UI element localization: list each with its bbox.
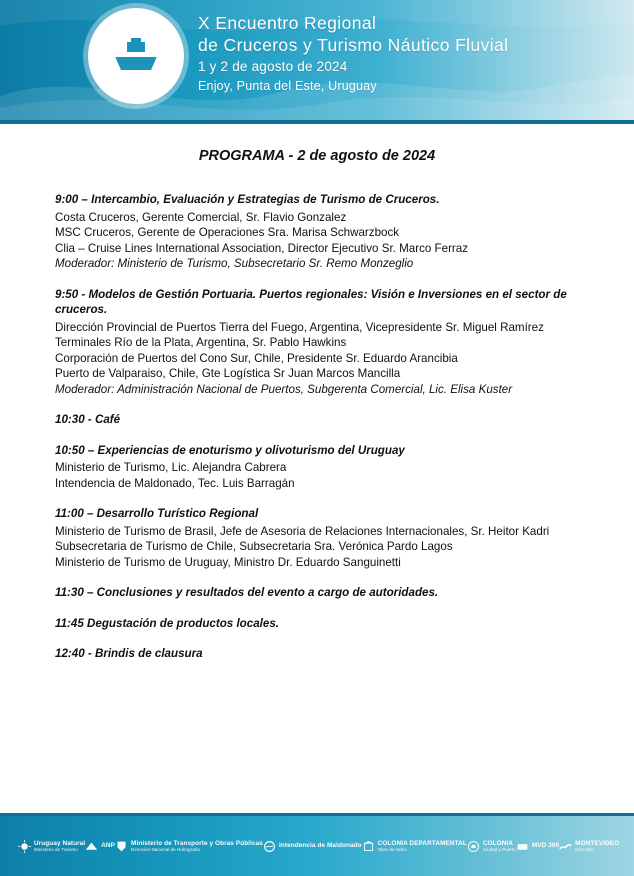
header-title-block	[198, 12, 508, 95]
program-block	[55, 412, 584, 428]
coat-of-arms-icon	[115, 840, 128, 853]
program-speaker-line: Ministerio de Turismo de Brasil, Jefe de Asesoria de Relaciones Internacionales, Sr. Heitor Kadri	[55, 524, 550, 538]
program-block-heading: 11:45 Degustación de productos locales.	[55, 616, 279, 630]
sponsor-name: Ministerio de Transporte y Obras Públicas	[131, 839, 263, 847]
sponsor-label-stack	[279, 842, 362, 849]
sponsor-label-stack	[131, 840, 263, 853]
sponsor-logo	[516, 840, 559, 853]
event-venue: Enjoy, Punta del Este, Uruguay	[198, 79, 377, 93]
event-title-line1: X Encuentro Regional	[198, 13, 377, 33]
page-header	[0, 0, 634, 120]
sponsor-name: COLONIA	[482, 839, 513, 847]
sponsor-subtitle: Dirección Nacional de Hidrografía	[131, 847, 200, 852]
sponsor-label-stack	[483, 840, 516, 853]
sponsor-name: COLONIA DEPARTAMENTAL	[377, 839, 467, 847]
sponsor-subtitle: Obra de todos	[377, 847, 407, 852]
sponsor-name: ANP	[101, 842, 116, 850]
program-speaker-line: MSC Cruceros, Gerente de Operaciones Sra. Marisa Schwarzbock	[55, 226, 400, 239]
program-speaker-line: Dirección Provincial de Puertos Tierra del Fuego, Argentina, Vicepresidente Sr. Miguel Ramírez	[55, 320, 544, 334]
sponsor-logo	[467, 840, 516, 853]
sponsor-logo	[559, 840, 619, 853]
program-block-heading: 9:50 - Modelos de Gestión Portuaria. Puertos regionales: Visión e Inversiones en el sector de cruceros.	[55, 287, 567, 316]
sponsor-subtitle: Ministerio de Turismo	[34, 847, 78, 852]
maldonado-icon	[263, 840, 276, 853]
sponsor-name: Uruguay Natural	[34, 839, 86, 847]
program-block	[55, 646, 584, 662]
sponsor-name: Intendencia de Maldonado	[278, 842, 362, 850]
anp-icon	[85, 840, 98, 853]
sponsor-label-stack	[532, 842, 559, 849]
program-speaker-line: Ministerio de Turismo de Uruguay, Ministro Dr. Eduardo Sanguinetti	[55, 555, 401, 569]
event-dates: 1 y 2 de agosto de 2024	[198, 59, 348, 74]
sponsor-logos	[0, 816, 634, 876]
sponsor-name: MVD 300	[531, 842, 560, 850]
sponsor-label-stack	[101, 842, 115, 849]
program-block	[55, 192, 584, 272]
program-speaker-line: Subsecretaria de Turismo de Chile, Subsecretaria Sra. Verónica Pardo Lagos	[55, 540, 453, 553]
program-moderator-line: Moderador: Ministerio de Turismo, Subsecretario Sr. Remo Monzeglio	[55, 257, 414, 270]
program-speaker-line: Corporación de Puertos del Cono Sur, Chile, Presidente Sr. Eduardo Arancibia	[55, 351, 458, 365]
sponsor-subtitle: Descubrí	[575, 847, 594, 852]
program-block-heading: 11:30 – Conclusiones y resultados del evento a cargo de autoridades.	[55, 586, 439, 599]
colonia-port-icon	[467, 840, 480, 853]
sponsor-subtitle: Ciudad y Puerto	[482, 847, 516, 852]
sponsor-logo	[362, 840, 467, 853]
program-moderator-line: Moderador: Administración Nacional de Puertos, Subgerenta Comercial, Lic. Elisa Kuster	[55, 382, 513, 396]
program-speaker-line: Puerto de Valparaiso, Chile, Gte Logística Sr Juan Marcos Mancilla	[55, 367, 401, 380]
program-block	[55, 443, 584, 492]
sponsor-logo	[115, 840, 263, 853]
sponsor-label-stack	[34, 840, 85, 853]
sponsor-name: MONTEVIDEO	[575, 839, 620, 847]
program-block	[55, 506, 584, 570]
sponsor-logo	[263, 840, 362, 853]
program-block	[55, 616, 584, 632]
page-title: PROGRAMA - 2 de agosto de 2024	[198, 148, 436, 164]
colonia-icon	[362, 840, 375, 853]
program-block-heading: 10:30 - Café	[55, 413, 121, 426]
program-block-heading: 12:40 - Brindis de clausura	[55, 647, 203, 660]
program-speaker-line: Ministerio de Turismo, Lic. Alejandra Cabrera	[55, 461, 287, 474]
program-speaker-line: Costa Cruceros, Gerente Comercial, Sr. Flavio Gonzalez	[55, 210, 347, 224]
program-block-heading: 11:00 – Desarrollo Turístico Regional	[55, 507, 259, 520]
event-title-line2: de Cruceros y Turismo Náutico Fluvial	[198, 35, 509, 55]
event-logo	[88, 8, 184, 104]
program-speaker-line: Clia – Cruise Lines International Association, Director Ejecutivo Sr. Marco Ferraz	[55, 241, 469, 255]
page-footer	[0, 816, 634, 876]
sun-icon	[18, 840, 31, 853]
mvd300-icon	[516, 840, 529, 853]
program-block-heading: 9:00 – Intercambio, Evaluación y Estrategias de Turismo de Cruceros.	[55, 193, 440, 206]
ship-hull-icon	[107, 36, 165, 76]
program-speaker-line: Intendencia de Maldonado, Tec. Luis Barragán	[55, 476, 295, 490]
sponsor-logo	[85, 840, 115, 853]
program-block-heading: 10:50 – Experiencias de enoturismo y olivoturismo del Uruguay	[55, 443, 405, 457]
sponsor-label-stack	[378, 840, 467, 853]
sponsor-logo	[18, 840, 85, 853]
header-divider	[0, 120, 634, 124]
program-speaker-line: Terminales Río de la Plata, Argentina, Sr. Pablo Hawkins	[55, 336, 347, 349]
program-list	[55, 192, 584, 662]
program-block	[55, 585, 584, 601]
program-block	[55, 287, 584, 398]
montevideo-icon	[559, 840, 572, 853]
sponsor-label-stack	[575, 840, 619, 853]
